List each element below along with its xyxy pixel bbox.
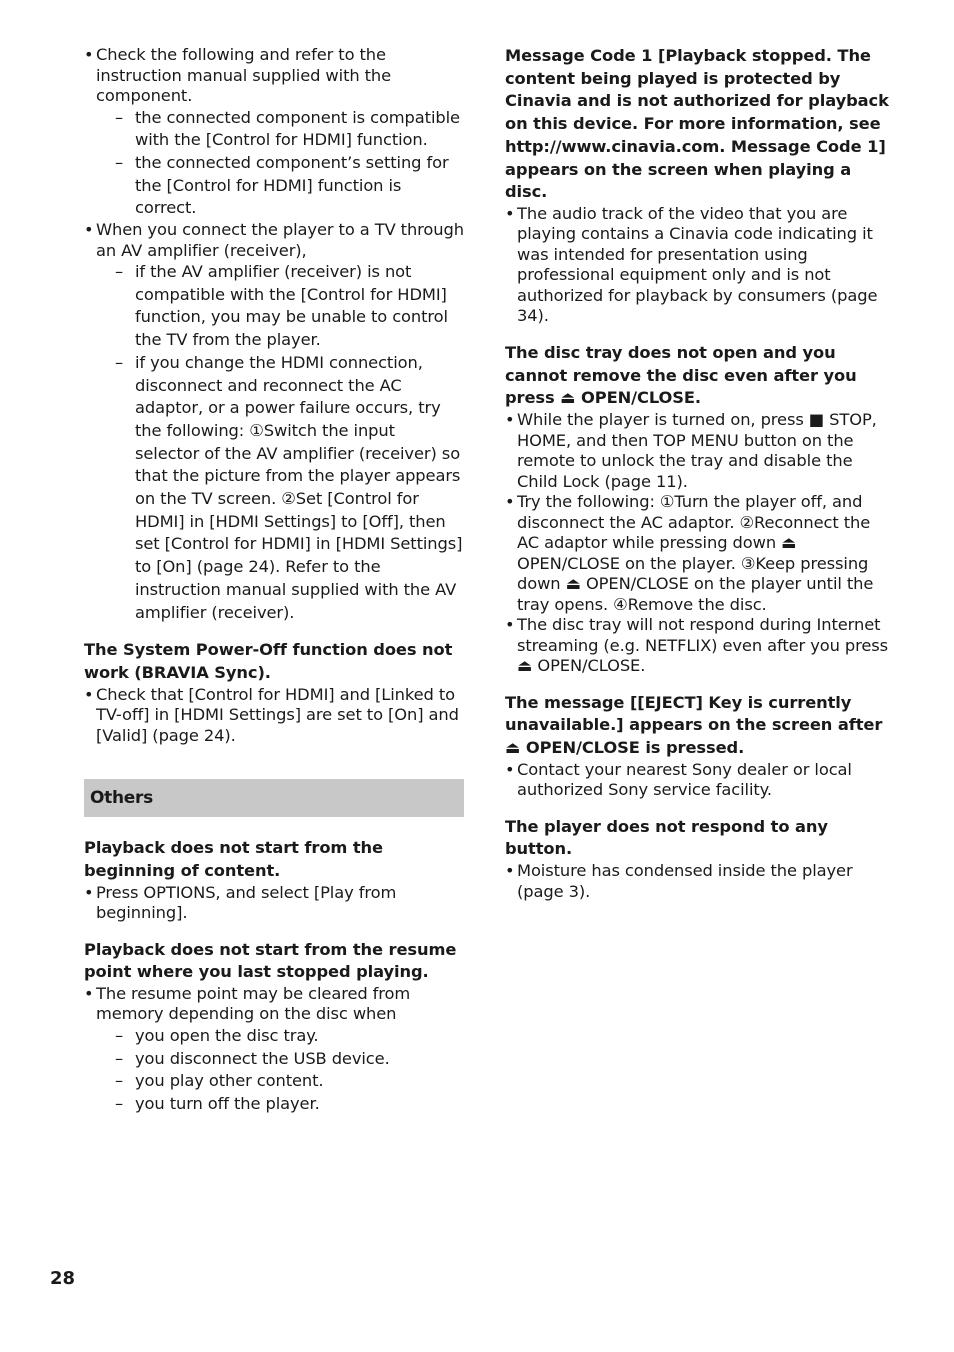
dash-item: – you turn off the player.: [84, 1093, 464, 1116]
bullet-item: • Check the following and refer to the instruction manual supplied with the component.: [84, 45, 464, 107]
bullet-item: • The audio track of the video that you are playing contains a Cinavia code indicating it was intended for presentation using professional equipment only and is not authorized for playback by consumers (page 34).: [505, 204, 890, 327]
bullet-item: • When you connect the player to a TV through an AV amplifier (receiver),: [84, 220, 464, 261]
left-column: [84, 45, 464, 1116]
dash-item: – if the AV amplifier (receiver) is not compatible with the [Control for HDMI] function, you may be unable to control the TV from the player.: [84, 261, 464, 352]
bullet-item: • While the player is turned on, press ■ STOP, HOME, and then TOP MENU button on the remote to unlock the tray and disable the Child Lock (page 11).: [505, 410, 890, 492]
section-header-others: [84, 779, 464, 817]
bullet-item: • The resume point may be cleared from memory depending on the disc when: [84, 984, 464, 1025]
dash-item: – the connected component is compatible with the [Control for HDMI] function.: [84, 107, 464, 152]
dash-item: – you play other content.: [84, 1070, 464, 1093]
heading-cinavia: Message Code 1 [Playback stopped. The content being played is protected by Cinavia and is not authorized for playback on this device. For more information, see http://www.cinavia.com. Message Code 1] appears on the screen when playing a disc.: [505, 46, 889, 202]
dash-item: – if you change the HDMI connection, disconnect and reconnect the AC adaptor, or a power failure occurs, try the following: ①Switch the input selector of the AV amplifier (receiver) so that the picture from the player appears on the TV screen. ②Set [Control for HDMI] in [HDMI Settings] to [Off], then set [Control for HDMI] in [HDMI Settings] to [On] (page 24). Refer to the instruction manual supplied with the AV amplifier (receiver).: [84, 352, 464, 624]
bullet-item: • The disc tray will not respond during Internet streaming (e.g. NETFLIX) even after you press ⏏ OPEN/CLOSE.: [505, 615, 890, 677]
section-title: Others: [90, 788, 153, 809]
bullet-item: • Contact your nearest Sony dealer or local authorized Sony service facility.: [505, 760, 890, 801]
dash-item: – the connected component’s setting for the [Control for HDMI] function is correct.: [84, 152, 464, 220]
page-number: 28: [50, 1268, 76, 1289]
heading-disc-tray: The disc tray does not open and you cannot remove the disc even after you press ⏏ OPEN/CLOSE.: [505, 342, 857, 408]
dash-item: – you open the disc tray.: [84, 1025, 464, 1048]
heading-power-off: The System Power-Off function does not work (BRAVIA Sync).: [84, 640, 453, 682]
right-column: [505, 45, 890, 902]
heading-resume: Playback does not start from the resume point where you last stopped playing.: [84, 939, 457, 982]
bullet-item: • Moisture has condensed inside the player (page 3).: [505, 861, 890, 902]
heading-beginning: Playback does not start from the beginning of content.: [84, 838, 383, 880]
heading-eject: The message [[EJECT] Key is currently unavailable.] appears on the screen after ⏏ OPEN/CLOSE is pressed.: [505, 692, 883, 757]
heading-no-button: The player does not respond to any button.: [505, 816, 828, 859]
bullet-item: • Press OPTIONS, and select [Play from beginning].: [84, 883, 464, 924]
dash-item: – you disconnect the USB device.: [84, 1048, 464, 1071]
bullet-item: • Check that [Control for HDMI] and [Linked to TV-off] in [HDMI Settings] are set to [On] and [Valid] (page 24).: [84, 685, 464, 747]
bullet-item: • Try the following: ①Turn the player off, and disconnect the AC adaptor. ②Reconnect the AC adaptor while pressing down ⏏ OPEN/CLOSE on the player. ③Keep pressing down ⏏ OPEN/CLOSE on the player until the tray opens. ④Remove the disc.: [505, 492, 890, 615]
